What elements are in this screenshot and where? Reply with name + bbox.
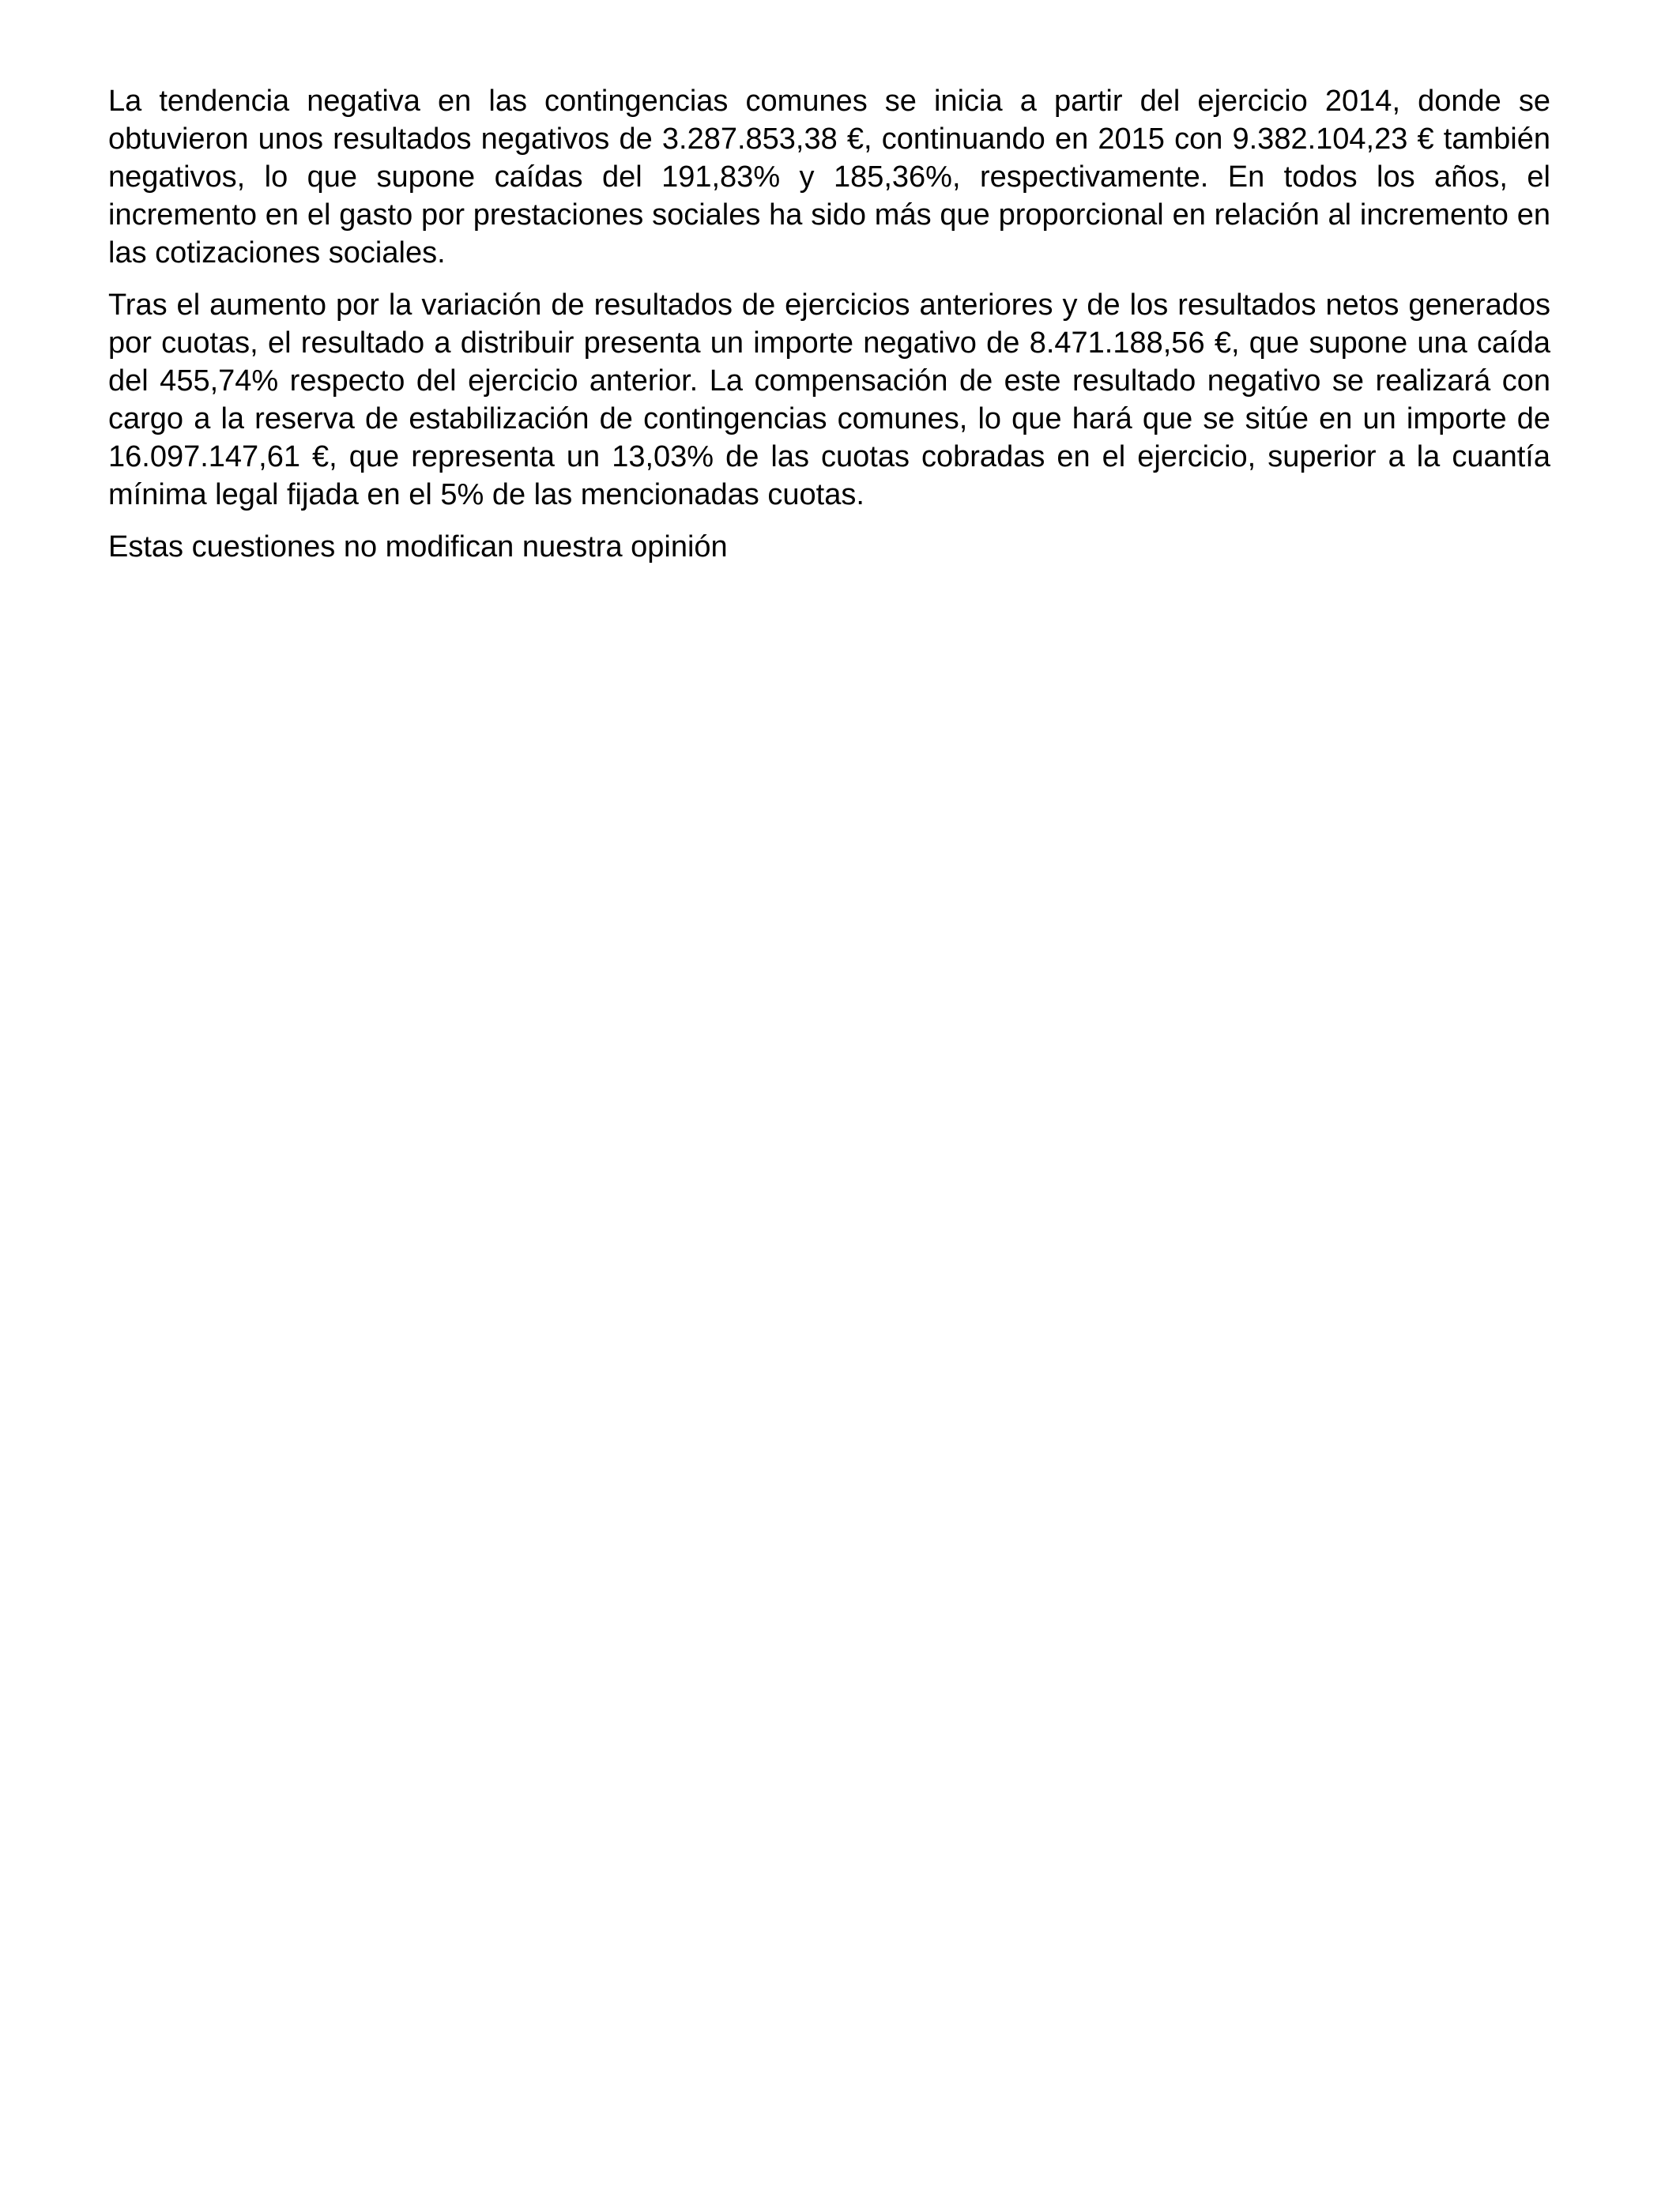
paragraph-resultado-a-distribuir: Tras el aumento por la variación de resultados de ejercicios anteriores y de los resultados netos generados por cuotas, el resultado a distribuir presenta un importe negativo de 8.471.188,56 €, que supone una caída del 455,74% respecto del ejercicio anterior. La compensación de este resultado negativo se realizará con cargo a la reserva de estabilización de contingencias comunes, lo que hará que se sitúe en un importe de 16.097.147,61 €, que representa un 13,03% de las cuotas cobradas en el ejercicio, superior a la cuantía mínima legal fijada en el 5% de las mencionadas cuotas. [108,288,1550,511]
paragraph-opinion: Estas cuestiones no modifican nuestra opinión [108,530,728,564]
paragraph-contingencias-comunes: La tendencia negativa en las contingencias comunes se inicia a partir del ejercicio 2014, donde se obtuvieron unos resultados negativos de 3.287.853,38 €, continuando en 2015 con 9.382.104,23 € también negativos, lo que supone caídas del 191,83% y 185,36%, respectivamente. En todos los años, el incremento en el gasto por prestaciones sociales ha sido más que proporcional en relación al incremento en las cotizaciones sociales. [108,85,1550,270]
document-body [108,82,1550,580]
